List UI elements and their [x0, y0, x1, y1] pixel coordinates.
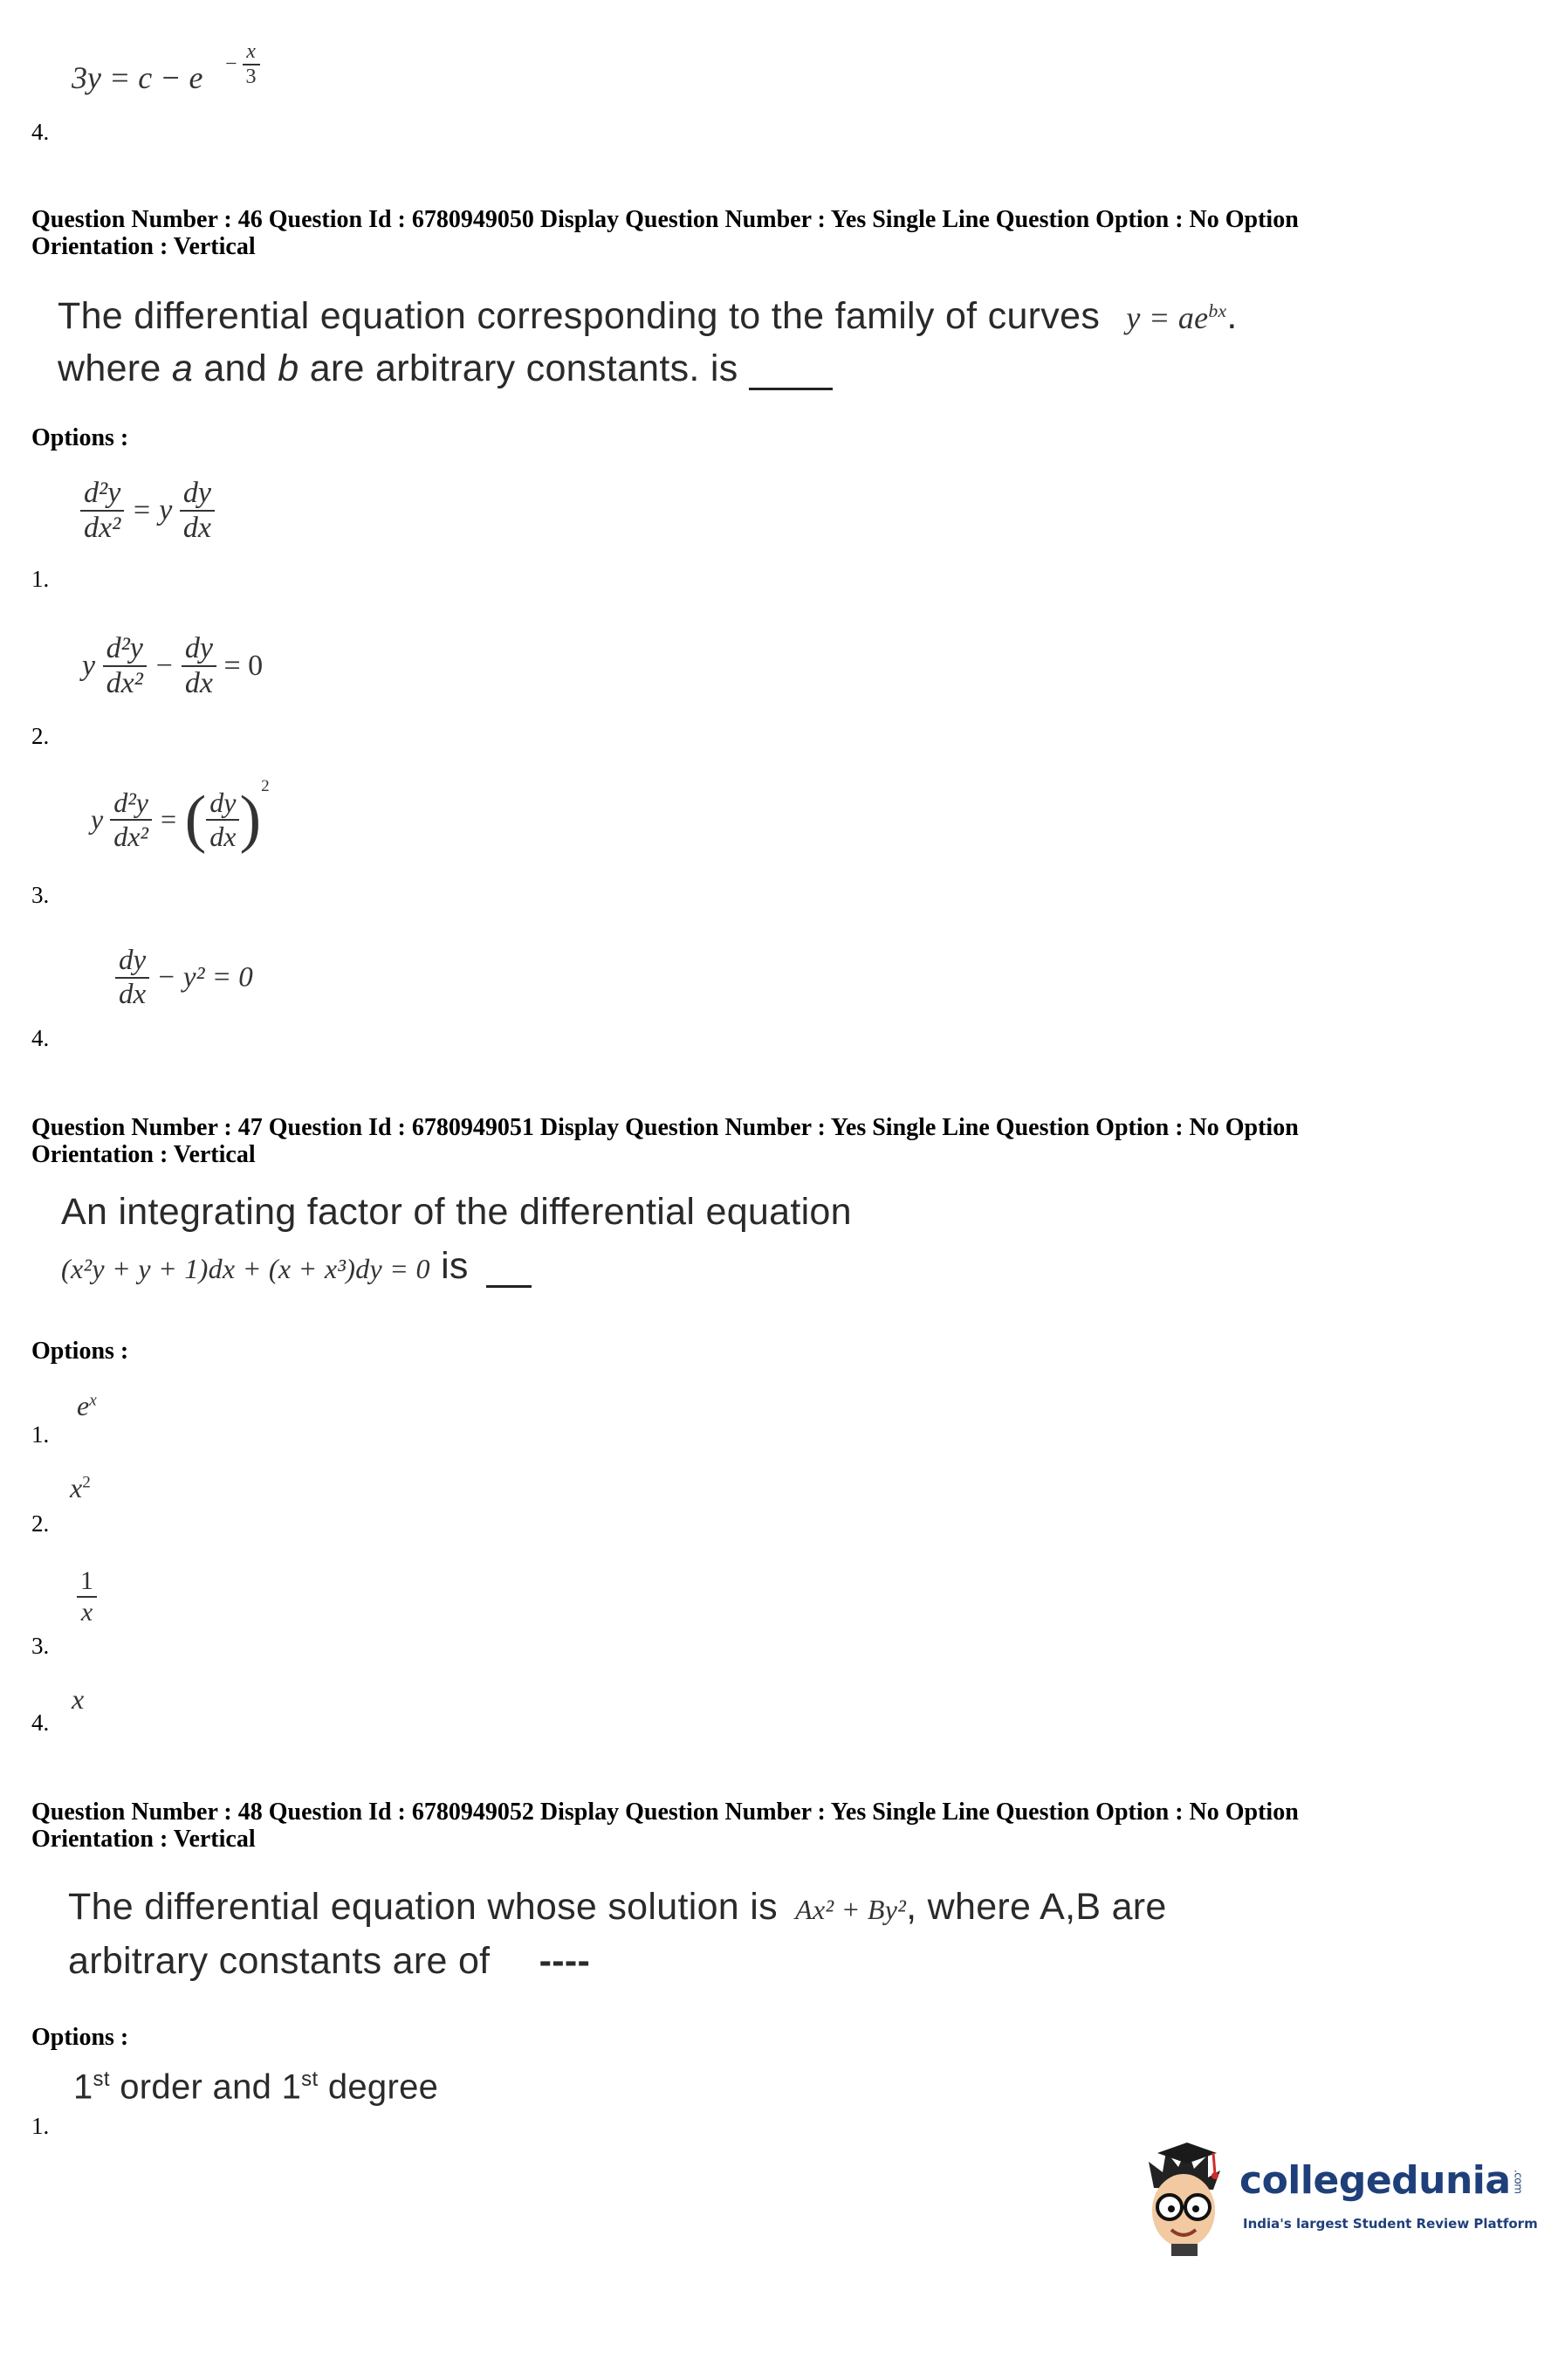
q46-stem-period: .: [1226, 295, 1238, 337]
q47-option-3-expression: [77, 1566, 97, 1627]
q46-stem-line2: [58, 347, 833, 390]
q47-answer-blank: [486, 1252, 532, 1288]
q46-stem-where: where: [58, 347, 161, 389]
q46-o3-lhs-num: d²y: [110, 787, 152, 821]
q46-o3-rhs-num: dy: [206, 787, 239, 821]
q48-stem-line1: [68, 1886, 1167, 1929]
q46-o2-mid: −: [154, 650, 175, 682]
q46-o1-rhs-num: dy: [180, 477, 215, 512]
q48-o1-t3: degree: [318, 2067, 439, 2107]
q46-meta-line1: Question Number : 46 Question Id : 6780949050 Display Question Number : Yes Single Line Question Option : No Option: [31, 206, 1299, 233]
q48-stem-equation: Ax² + By²: [795, 1894, 907, 1925]
q46-o1-lhs-num: d²y: [80, 477, 124, 512]
q48-o1-s1: st: [93, 2067, 110, 2091]
mascot-icon: [1136, 2136, 1232, 2258]
q47-option-4-number: 4.: [31, 1709, 50, 1736]
q46-option-3-equation: [91, 777, 270, 856]
q46-var-b: b: [278, 347, 299, 389]
q47-option-1-expression: [77, 1390, 97, 1422]
q48-meta-line1: Question Number : 48 Question Id : 6780949052 Display Question Number : Yes Single Line Question Option : No Option: [31, 1799, 1299, 1826]
q48-option-1-number: 1.: [31, 2113, 50, 2139]
q46-option-2-number: 2.: [31, 723, 50, 749]
q45-option-4-equation: [72, 59, 203, 96]
q45-exp-sign: −: [225, 52, 237, 76]
q47-stem-equation: (x²y + y + 1)dx + (x + x³)dy = 0: [61, 1253, 430, 1284]
q46-option-3-number: 3.: [31, 882, 50, 908]
q46-o1-lhs-den: dx²: [84, 512, 121, 544]
q47-o1-base: e: [77, 1390, 90, 1421]
q48-stem-dashes: ----: [539, 1940, 591, 1982]
q46-stem-rest: are arbitrary constants. is: [309, 347, 738, 389]
q48-stem-line2: [68, 1940, 590, 1983]
q46-option-4-number: 4.: [31, 1025, 50, 1051]
q47-o2-exp: 2: [82, 1473, 91, 1492]
logo-name: collegedunia: [1239, 2158, 1511, 2203]
q45-exp-num: x: [243, 40, 260, 65]
q46-o3-exponent: 2: [261, 777, 270, 795]
q47-o3-num: 1: [77, 1566, 97, 1598]
q46-o3-lhs-den: dx²: [113, 820, 148, 852]
q46-o2-lhs-num: d²y: [103, 632, 147, 667]
q48-o1-s2: st: [301, 2067, 319, 2091]
q46-o1-mid: = y: [131, 494, 173, 526]
q46-option-4-equation: [115, 945, 253, 1011]
q48-stem-text-a: The differential equation whose solution is: [68, 1886, 778, 1928]
q46-var-a: a: [171, 347, 194, 389]
q46-o3-mid: =: [159, 803, 178, 835]
q47-option-4-expression: x: [72, 1683, 85, 1715]
q46-curve-exp: bx: [1208, 300, 1227, 321]
q48-meta: [31, 1799, 1515, 1853]
q47-stem-line1: An integrating factor of the differential equation: [61, 1191, 852, 1233]
q46-option-2-equation: [82, 632, 263, 700]
q46-o2-post: = 0: [223, 650, 264, 682]
collegedunia-logo: [1136, 2136, 1538, 2258]
q46-o2-rhs-num: dy: [182, 632, 216, 667]
q47-options-label: Options :: [31, 1338, 129, 1365]
q46-o3-lparen: (: [184, 783, 207, 855]
q48-stem-text-c: arbitrary constants are of: [68, 1940, 491, 1982]
q47-o3-den: x: [80, 1598, 93, 1627]
q47-option-2-number: 2.: [31, 1510, 50, 1537]
q46-meta-line2: Orientation : Vertical: [31, 233, 256, 260]
q46-stem-text: The differential equation corresponding to the family of curves: [58, 295, 1101, 337]
q46-o2-rhs-den: dx: [184, 667, 213, 699]
q47-option-1-number: 1.: [31, 1421, 50, 1448]
q46-options-label: Options :: [31, 424, 129, 451]
q46-o3-rhs-den: dx: [209, 820, 237, 852]
q46-o2-lhs-den: dx²: [106, 667, 143, 699]
q48-options-label: Options :: [31, 2024, 129, 2051]
q45-exp-den: 3: [245, 65, 257, 88]
q46-stem-curve: [1126, 300, 1226, 335]
q46-answer-blank: [749, 349, 833, 390]
logo-wordmark: [1239, 2158, 1525, 2203]
logo-suffix: .com: [1512, 2169, 1525, 2193]
q47-meta-line2: Orientation : Vertical: [31, 1141, 256, 1168]
q46-o2-pre: y: [82, 650, 96, 682]
q46-option-1-number: 1.: [31, 566, 50, 592]
q46-o4-lhs-den: dx: [119, 979, 147, 1010]
q47-option-2-expression: [70, 1472, 91, 1504]
q46-option-1-equation: [80, 477, 215, 545]
q46-stem-and: and: [203, 347, 267, 389]
q48-o1-t1: 1: [73, 2067, 93, 2107]
q45-eq-lhs: 3y = c − e: [72, 60, 203, 95]
q47-o2-base: x: [70, 1472, 83, 1503]
q46-o1-rhs-den: dx: [182, 512, 211, 544]
q46-o4-post: − y² = 0: [156, 961, 253, 994]
q45-exponent: [225, 40, 260, 89]
q48-o1-t2: order and 1: [109, 2067, 302, 2107]
q48-stem-text-b: , where A,B are: [906, 1886, 1167, 1928]
q48-option-1-text: [73, 2067, 438, 2107]
q47-o1-exp: x: [89, 1391, 97, 1410]
logo-tagline: India's largest Student Review Platform: [1243, 2216, 1538, 2232]
q46-curve-base: y = ae: [1126, 300, 1209, 335]
q47-stem-is: is: [441, 1245, 469, 1287]
q47-option-3-number: 3.: [31, 1633, 50, 1659]
q46-o3-rparen: ): [239, 783, 262, 855]
q46-o4-lhs-num: dy: [115, 945, 149, 979]
q47-meta: [31, 1114, 1515, 1168]
q47-stem-line2: [61, 1245, 532, 1288]
q45-option-4-number: 4.: [31, 119, 50, 145]
q46-stem-line1: [58, 295, 1238, 338]
q46-o3-pre: y: [91, 803, 104, 835]
q46-meta: [31, 206, 1515, 260]
q48-meta-line2: Orientation : Vertical: [31, 1826, 256, 1853]
q47-meta-line1: Question Number : 47 Question Id : 6780949051 Display Question Number : Yes Single Line Question Option : No Option: [31, 1114, 1299, 1141]
